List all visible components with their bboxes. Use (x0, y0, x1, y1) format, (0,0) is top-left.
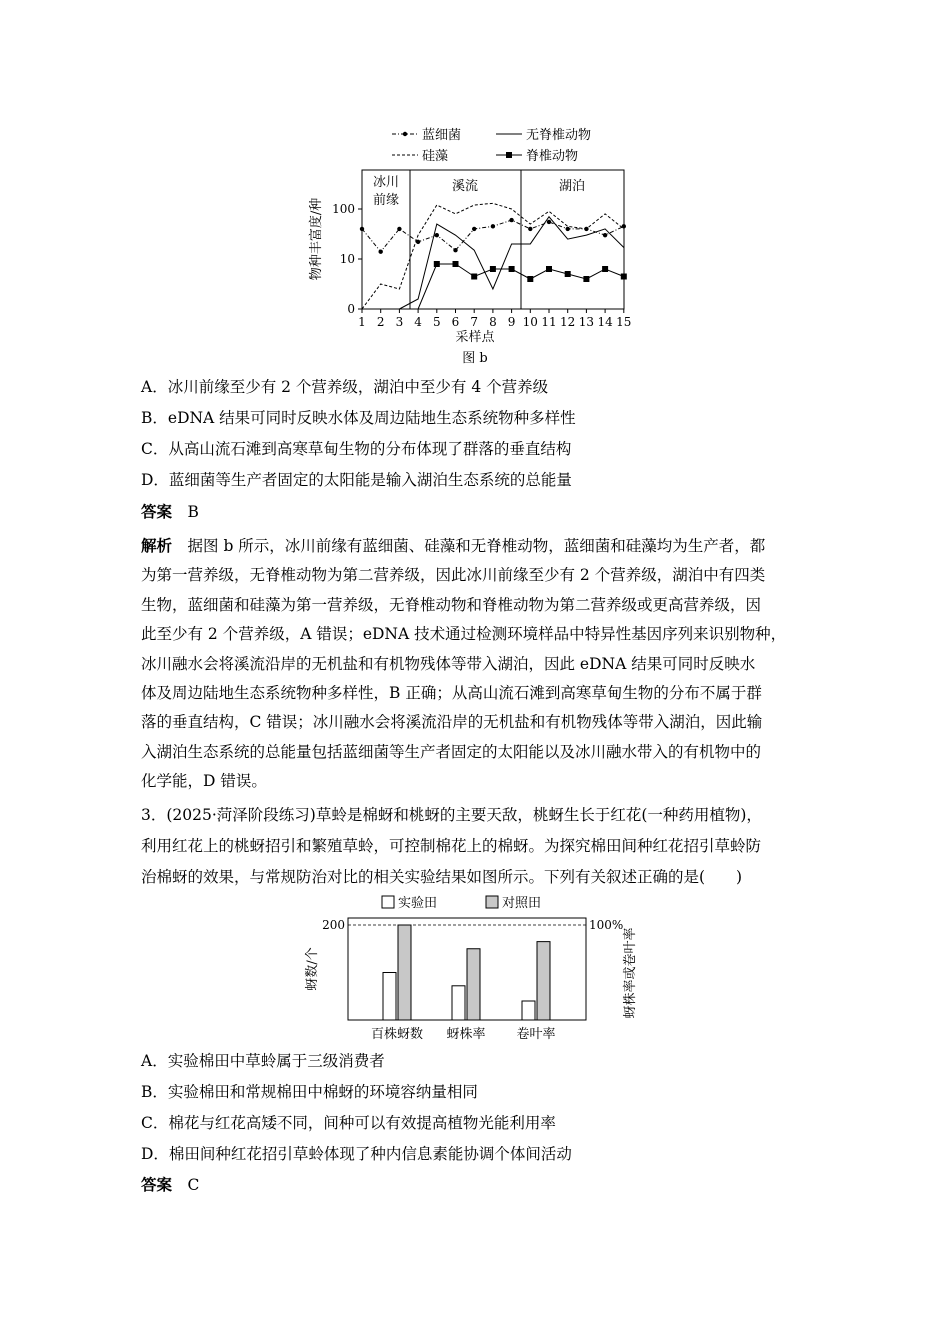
vertebrate-point (565, 271, 571, 277)
q3-option-d: D．棉田间种红花招引草蛉体现了种内信息素能协调个体间活动 (141, 1145, 572, 1163)
cyanobacteria-point (397, 227, 401, 231)
chart-b-series (360, 203, 627, 309)
chart-q3-ylabel-right: 蚜株率或卷叶率 (623, 927, 638, 1019)
cyanobacteria-point (435, 233, 439, 237)
q3-option-b: B．实验棉田和常规棉田中棉蚜的环境容纳量相同 (141, 1083, 478, 1101)
q2-analysis-line: 体及周边陆地生态系统物种多样性，B 正确；从高山流石滩到高寒草甸生物的分布不属于群 (141, 684, 762, 703)
q2-answer-value: B (187, 503, 199, 521)
cyanobacteria-point (453, 248, 457, 252)
q3-stem (141, 800, 762, 893)
chart-q3-y-tick-right: 100% (589, 918, 624, 932)
q2-analysis-line: 生物，蓝细菌和硅藻为第一营养级，无脊椎动物和脊椎动物为第二营养级或更高营养级，因 (141, 595, 762, 614)
vertebrate-point (602, 266, 608, 272)
q2-option-d: D．蓝细菌等生产者固定的太阳能是输入湖泊生态系统的总能量 (141, 471, 572, 489)
q2-answer-label: 答案 (141, 502, 173, 521)
x-tick-label: 5 (432, 315, 441, 329)
x-tick-label: 14 (597, 315, 613, 329)
q2-option-a: A．冰川前缘至少有 2 个营养级，湖泊中至少有 4 个营养级 (141, 378, 549, 396)
bar-experimental (452, 986, 465, 1020)
vertebrate-point (621, 274, 627, 280)
chart-q3-y-tick-left: 200 (322, 918, 345, 932)
chart-q3-ylabel-left: 蚜数/个 (305, 947, 320, 991)
category-label: 蚜株率 (446, 1027, 486, 1042)
bar-experimental (383, 973, 396, 1021)
vertebrate-point (546, 266, 552, 272)
q2-analysis-label: 解析 (141, 536, 173, 555)
y-tick-0: 0 (347, 302, 355, 316)
q3-stem-line: 3．(2025·菏泽阶段练习)草蛉是棉蚜和桃蚜的主要天敌，桃蚜生长于红花(一种药用植物)， (141, 806, 762, 824)
vertebrate-point (434, 261, 440, 267)
region-glacier-line2: 前缘 (372, 193, 400, 208)
q2-analysis-line: 为第一营养级，无脊椎动物为第二营养级，因此冰川前缘至少有 2 个营养级，湖泊中有四类 (141, 566, 766, 585)
category-label: 百株蚜数 (370, 1027, 424, 1042)
q2-analysis-line: 此至少有 2 个营养级，A 错误；eDNA 技术通过检测环境样品中特异性基因序列来识别物种， (141, 625, 787, 644)
legend-invertebrates: 无脊椎动物 (526, 128, 592, 143)
x-tick-label: 9 (507, 315, 516, 329)
bar-control (537, 942, 550, 1020)
region-lake: 湖泊 (558, 179, 586, 194)
chart-b-xlabel: 采样点 (455, 330, 495, 345)
cyanobacteria-point (547, 220, 551, 224)
q3-answer-label: 答案 (141, 1175, 173, 1194)
x-tick-label: 2 (376, 315, 385, 329)
q2-analysis (141, 531, 786, 797)
region-stream: 溪流 (451, 179, 479, 194)
chart-b-caption: 图 b (462, 351, 488, 366)
cyanobacteria-point (603, 233, 607, 237)
x-tick-label: 4 (414, 315, 422, 329)
vertebrate-point (471, 274, 477, 280)
legend-exp-swatch (382, 896, 394, 908)
cyanobacteria-point (491, 224, 495, 228)
chart-q3-bars (383, 925, 550, 1020)
legend-vertebrates: 脊椎动物 (526, 149, 579, 164)
x-tick-label: 1 (358, 315, 366, 329)
vertebrate-point (490, 266, 496, 272)
x-tick-label: 10 (522, 315, 538, 329)
cyanobacteria-point (509, 218, 513, 222)
q3-answer (141, 1175, 199, 1195)
q3-option-a: A．实验棉田中草蛉属于三级消费者 (141, 1052, 385, 1070)
x-tick-label: 15 (616, 315, 632, 329)
q2-analysis-line: 化学能，D 错误。 (141, 772, 267, 791)
q2-option-c: C．从高山流石滩到高寒草甸生物的分布体现了群落的垂直结构 (141, 440, 572, 458)
x-tick-label: 7 (470, 315, 479, 329)
q2-option-b: B．eDNA 结果可同时反映水体及周边陆地生态系统物种多样性 (141, 409, 576, 427)
cyanobacteria-point (360, 227, 364, 231)
x-tick-label: 12 (560, 315, 576, 329)
q3-answer-value: C (187, 1176, 200, 1194)
vertebrate-point (527, 276, 533, 282)
bar-control (398, 925, 411, 1020)
legend-exp: 实验田 (398, 896, 438, 911)
category-label: 卷叶率 (516, 1027, 556, 1042)
q3-stem-line: 利用红花上的桃蚜招引和繁殖草蛉，可控制棉花上的棉蚜。为探究棉田间种红花招引草蛉防 (141, 837, 762, 855)
x-tick-label: 6 (451, 315, 460, 329)
y-tick-10: 10 (339, 252, 355, 266)
q3-option-c: C．棉花与红花高矮不同，间种可以有效提高植物光能利用率 (141, 1114, 556, 1132)
vertebrate-point (509, 266, 515, 272)
cyanobacteria-point (566, 227, 570, 231)
chart-b-x-ticks (358, 309, 631, 329)
cyanobacteria-point (622, 224, 626, 228)
q2-analysis-line: 解析 据图 b 所示，冰川前缘有蓝细菌、硅藻和无脊椎动物，蓝细菌和硅藻均为生产者，都 (141, 536, 766, 555)
bar-control (467, 949, 480, 1020)
q2-analysis-line: 入湖泊生态系统的总能量包括蓝细菌等生产者固定的太阳能以及冰川融水带入的有机物中的 (141, 742, 762, 761)
legend-diatoms: 硅藻 (422, 149, 449, 164)
legend-ctrl: 对照田 (502, 896, 542, 911)
cyanobacteria-point (379, 249, 383, 253)
q2-analysis-line: 落的垂直结构，C 错误；冰川融水会将溪流沿岸的无机盐和有机物残体等带入湖泊，因此输 (141, 713, 763, 732)
x-tick-label: 3 (395, 315, 404, 329)
legend-ctrl-swatch (486, 896, 498, 908)
series-line-硅藻 (362, 203, 624, 309)
y-tick-100: 100 (332, 202, 355, 216)
legend-cyanobacteria: 蓝细菌 (422, 128, 462, 143)
bar-experimental (522, 1001, 535, 1020)
q2-answer (141, 502, 199, 522)
chart-b-ylabel: 物种丰富度/种 (309, 197, 324, 281)
vertebrate-point (453, 261, 459, 267)
chart-q3-categories (371, 1026, 556, 1042)
chart-b-legend (392, 127, 591, 164)
figure-q3-bar-chart (300, 888, 650, 1048)
vertebrate-point (583, 276, 589, 282)
x-tick-label: 8 (489, 315, 497, 329)
q3-stem-line: 治棉蚜的效果，与常规防治对比的相关实验结果如图所示。下列有关叙述正确的是( ) (141, 868, 743, 886)
q2-analysis-line: 冰川融水会将溪流沿岸的无机盐和有机物残体等带入湖泊，因此 eDNA 结果可同时反映水 (141, 654, 756, 673)
figure-b-chart (300, 118, 650, 373)
x-tick-label: 13 (578, 315, 595, 329)
cyanobacteria-point (472, 227, 476, 231)
cyanobacteria-point (528, 227, 532, 231)
x-tick-label: 11 (541, 315, 557, 329)
series-line-无脊椎动物 (399, 217, 623, 309)
region-glacier-line1: 冰川 (372, 175, 400, 190)
